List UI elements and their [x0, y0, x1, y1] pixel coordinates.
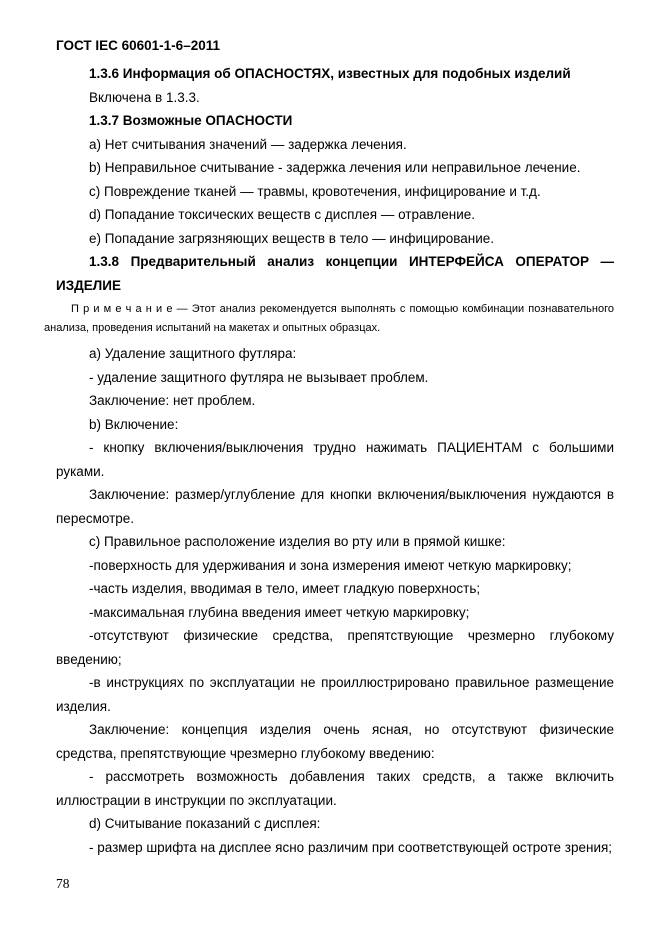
paragraph: c) Правильное расположение изделия во рту или в прямой кишке:	[89, 534, 506, 549]
section-heading: 1.3.8 Предварительный анализ концепции ИНТЕРФЕЙСА ОПЕРАТОР — ИЗДЕЛИЕ	[56, 254, 614, 293]
note-paragraph: П р и м е ч а н и е — Этот анализ рекомендуется выполнять с помощью комбинации познавательного анализа, проведения испытаний на макетах и опытных образцах.	[44, 303, 614, 334]
paragraph: c) Повреждение тканей — травмы, кровотечения, инфицирование и т.д.	[89, 183, 541, 199]
paragraph: d) Считывание показаний с дисплея:	[89, 816, 321, 831]
paragraph: - рассмотреть возможность добавления таких средств, а также включить иллюстрации в инструкции по эксплуатации.	[56, 769, 614, 808]
section-heading: 1.3.6 Информация об ОПАСНОСТЯХ, известных для подобных изделий	[89, 66, 571, 81]
paragraph: Заключение: нет проблем.	[89, 393, 256, 408]
paragraph: b) Включение:	[89, 416, 179, 432]
paragraph: b) Неправильное считывание - задержка лечения или неправильное лечение.	[89, 160, 581, 175]
paragraph: e) Попадание загрязняющих веществ в тело — инфицирование.	[89, 230, 495, 246]
document-header: ГОСТ IEC 60601-1-6–2011	[56, 38, 220, 53]
page-number: 78	[56, 876, 70, 891]
paragraph: Заключение: размер/углубление для кнопки включения/выключения нуждаются в пересмотре.	[56, 487, 614, 526]
paragraph: -часть изделия, вводимая в тело, имеет гладкую поверхность;	[89, 581, 481, 596]
paragraph: -в инструкциях по эксплуатации не проиллюстрировано правильное размещение изделия.	[56, 675, 614, 714]
paragraph: -поверхность для удерживания и зона измерения имеют четкую маркировку;	[89, 557, 572, 573]
document-content	[44, 62, 614, 859]
paragraph: -максимальная глубина введения имеет четкую маркировку;	[89, 604, 470, 620]
paragraph: Включена в 1.3.3.	[89, 89, 200, 105]
paragraph: Заключение: концепция изделия очень ясная, но отсутствуют физические средства, препятствующие чрезмерно глубокому введению:	[56, 722, 614, 761]
paragraph: a) Нет считывания значений — задержка лечения.	[89, 136, 407, 152]
section-heading: 1.3.7 Возможные ОПАСНОСТИ	[89, 113, 293, 128]
paragraph: -отсутствуют физические средства, препятствующие чрезмерно глубокому введению;	[56, 628, 614, 667]
paragraph: - размер шрифта на дисплее ясно различим при соответствующей остроте зрения;	[89, 839, 613, 855]
paragraph: - кнопку включения/выключения трудно нажимать ПАЦИЕНТАМ с большими руками.	[56, 440, 614, 479]
paragraph: d) Попадание токсических веществ с дисплея — отравление.	[89, 207, 475, 222]
paragraph: a) Удаление защитного футляра:	[89, 346, 297, 361]
paragraph: - удаление защитного футляра не вызывает проблем.	[89, 369, 429, 385]
